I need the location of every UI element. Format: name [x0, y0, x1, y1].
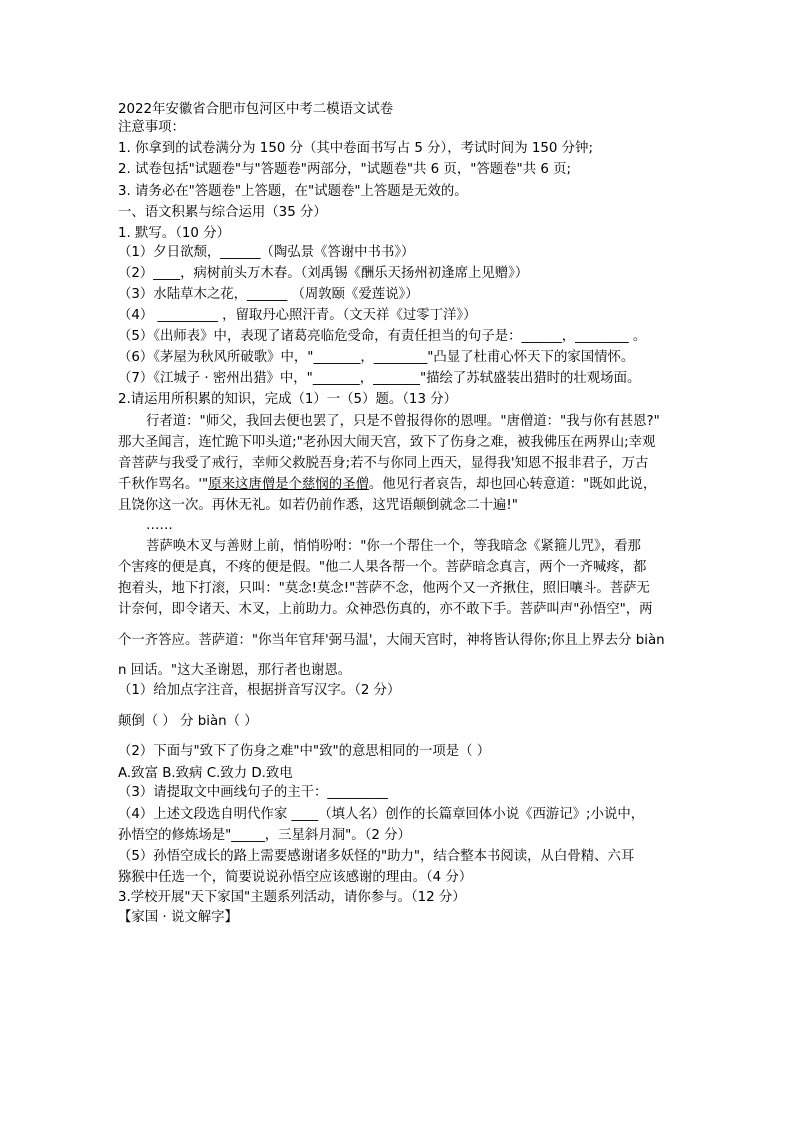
- passage-text: 千秋作骂名。'": [118, 477, 209, 492]
- passage-line: 个一齐答应。菩萨道："你当年官拜'弼马温'，大闹天宫时，神将皆认得你;你且上界去分 biàn: [118, 633, 665, 648]
- q2-sub-2: （2）下面与"致下了伤身之难"中"致"的意思相同的一项是（ ）: [118, 744, 491, 759]
- q1-line: （3）水陆草木之花，______ （周敦颐《爱莲说》）: [118, 287, 419, 302]
- q2-sub-1-blanks: 颠倒（ ） 分 biàn（ ）: [118, 714, 258, 729]
- q2-sub-3: （3）请提取文中画线句子的主干：_________: [118, 785, 388, 800]
- passage-line: 计奈何，即令诸天、木叉，上前助力。众神恐伤真的，亦不敢下手。菩萨叫声"孙悟空"，两: [118, 602, 653, 617]
- q3-sub-heading: 【家国 · 说文解字】: [118, 910, 238, 925]
- passage-line: 抱着头，地下打滚，只叫："莫念!莫念!"菩萨不念，他两个又一齐揪住，照旧嚷斗。菩萨无: [118, 581, 650, 596]
- question-2-title: 2.请运用所积累的知识，完成（1）一（5）题。（13 分）: [118, 392, 458, 407]
- passage-line: 那大圣闻言，连忙跪下叩头道;"老孙因大闹天宫，致下了伤身之难，被我佛压在两界山;幸观: [118, 435, 656, 450]
- q1-line: （4） _________ ，留取丹心照汗青。（文天祥《过零丁洋》）: [118, 308, 477, 323]
- passage-line: [118, 476, 656, 493]
- passage-line: n 回话。"这大圣谢恩，那行者也谢恩。: [118, 663, 352, 678]
- passage-line: 且饶你这一次。再休无礼。如若仍前作悉，这咒语颠倒就念二十遍!": [118, 498, 518, 513]
- passage-text: 。他见行者哀告，却也回心转意道："既如此说，: [368, 477, 657, 492]
- ellipsis: ……: [146, 518, 173, 533]
- q2-sub-5: （5）孙悟空成长的路上需要感谢诸多妖怪的"助力"，结合整本书阅读，从白骨精、六耳: [118, 849, 635, 864]
- q1-line: （5）《出师表》中，表现了诸葛亮临危受命，有责任担当的句子是：______，________ 。: [118, 329, 647, 344]
- q2-sub-5-cont: 猕猴中任选一个，简要说说孙悟空应该感谢的理由。（4 分）: [118, 870, 473, 885]
- q2-sub-2-options: A.致富 B.致病 C.致力 D.致电: [118, 766, 293, 781]
- q2-sub-1: （1）给加点字注音，根据拼音写汉字。（2 分）: [118, 683, 401, 698]
- q1-line: （7）《江城子 · 密州出猎》中，"_______，_______"描绘了苏轼盛装出猎时的壮观场面。: [118, 371, 641, 386]
- question-1-title: 1. 默写。（10 分）: [118, 226, 230, 241]
- notice-heading: 注意事项：: [118, 120, 185, 135]
- question-3-title: 3.学校开展"天下家国"主题系列活动，请你参与。（12 分）: [118, 890, 466, 905]
- underlined-sentence: 原来这唐僧是个慈悯的圣僧: [208, 477, 369, 492]
- passage-line: 个害疼的便是真，不疼的便是假。"他二人果各帮一个。菩萨暗念真言，两个一齐喊疼，都: [118, 560, 647, 575]
- notice-item: 1. 你拿到的试卷满分为 150 分（其中卷面书写占 5 分），考试时间为 150 分钟;: [118, 141, 593, 156]
- passage-line: 行者道："师父，我回去便也罢了，只是不曾报得你的恩哩。"唐僧道："我与你有甚恩?": [146, 414, 660, 429]
- passage-line: 菩萨唤木叉与善财上前，悄悄吩咐："你一个帮住一个，等我暗念《紧箍儿咒》，看那: [146, 539, 641, 554]
- q1-line: （2）____，病树前头万木春。（刘禹锡《酬乐天扬州初逢席上见赠》）: [118, 266, 529, 281]
- passage-line: 音菩萨与我受了戒行，幸师父救脱吾身;若不与你同上西天，显得我'知恩不报非君子，万古: [118, 456, 649, 471]
- notice-item: 3. 请务必在"答题卷"上答题，在"试题卷"上答题是无效的。: [118, 184, 468, 199]
- q2-sub-4-cont: 孙悟空的修炼场是"_____，三星斜月洞"。（2 分）: [118, 828, 411, 843]
- section-heading: 一、语文积累与综合运用（35 分）: [118, 205, 327, 220]
- q2-sub-4: （4）上述文段选自明代作家 ____（填人名）创作的长篇章回体小说《西游记》;小说中，: [118, 807, 645, 822]
- q1-line: （1）夕日欲颓，______（陶弘景《答谢中书书》）: [118, 245, 415, 260]
- notice-item: 2. 试卷包括"试题卷"与"答题卷"两部分，"试题卷"共 6 页，"答题卷"共 6 页;: [118, 162, 572, 177]
- exam-title: 2022年安徽省合肥市包河区中考二模语文试卷: [118, 102, 394, 117]
- q1-line: （6）《茅屋为秋风所破歌》中，"_______，________"凸显了杜甫心怀天下的家国情怀。: [118, 350, 635, 365]
